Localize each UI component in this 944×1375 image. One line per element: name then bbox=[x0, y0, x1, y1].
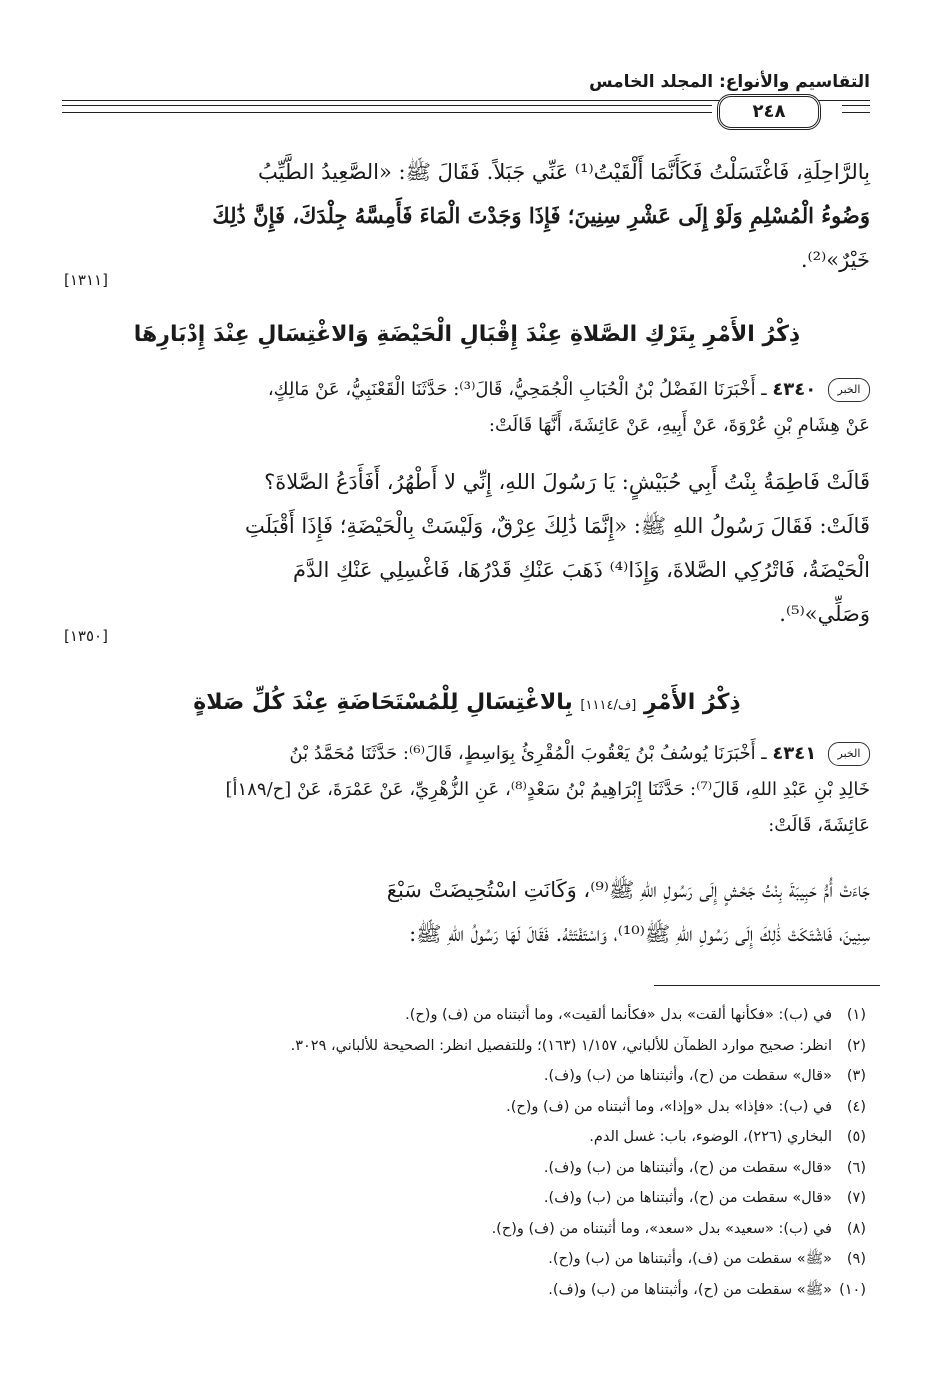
page-header bbox=[62, 64, 870, 134]
header-double-rule-right bbox=[842, 105, 870, 113]
heading-part: بِالاغْتِسَالِ لِلْمُسْتَحَاضَةِ عِنْدَ كُلِّ صَلاةٍ bbox=[193, 690, 573, 715]
manuscript-tag: [ف/١١١٤] bbox=[580, 698, 637, 713]
footnote-number: (٩) bbox=[846, 1251, 866, 1267]
footnote-text: في (ب): «فكأنها ألقت» بدل «فكأنما ألقيت»، وما أثبتناه من (ف) و(ح). bbox=[405, 1007, 832, 1023]
footnote bbox=[74, 1244, 866, 1275]
text-line: الْحَيْضَةُ، فَاتْرُكِي الصَّلاةَ، وَإِذَا⁽⁴⁾ ذَهَبَ عَنْكِ قَدْرُهَا، فَاغْسِلِي عَنْكِ الدَّمَ bbox=[293, 558, 870, 582]
footnotes bbox=[74, 1000, 866, 1305]
footnote-text: البخاري (٢٢٦)، الوضوء، باب: غسل الدم. bbox=[589, 1129, 832, 1145]
text-line: وَضُوءُ الْمُسْلِمِ وَلَوْ إِلَى عَشْرِ سِنِينَ؛ فَإِذَا وَجَدْتَ الْمَاءَ فَأَمِسَّهُ جِلْدَكَ، فَإِنَّ ذَٰلِكَ bbox=[212, 203, 870, 228]
footnote-number: (٤) bbox=[846, 1098, 866, 1115]
hadith-number: ٤٣٤٠ bbox=[772, 379, 817, 400]
footnote bbox=[74, 1092, 866, 1123]
chain-text: عَائِشَةَ، قَالَتْ: bbox=[768, 815, 870, 836]
footnote-number: (٦) bbox=[846, 1159, 866, 1176]
text-line: وَصَلِّي»⁽⁵⁾. bbox=[779, 602, 870, 626]
footnote bbox=[74, 1122, 866, 1153]
footnote bbox=[74, 1000, 866, 1031]
text-line: جَاءَتْ أُمُّ حَبِيبَةَ بِنْتُ جَحْشٍ إِلَى رَسُولِ اللهِ ﷺ⁽⁹⁾، وَكَانَتِ اسْتُحِيضَتْ سَبْعَ bbox=[386, 878, 870, 902]
reference-number: [١٣١١] bbox=[64, 271, 108, 289]
header-double-rule-left bbox=[62, 105, 712, 113]
running-head: التقاسيم والأنواع: المجلد الخامس bbox=[589, 72, 870, 92]
footnote bbox=[74, 1183, 866, 1214]
footnote bbox=[74, 1275, 866, 1306]
text-line: خَيْرٌ»⁽²⁾. bbox=[800, 248, 870, 272]
khabar-icon: الخبر bbox=[828, 742, 870, 766]
chain-text: خَالِدِ بْنِ عَبْدِ اللهِ، قَالَ⁽⁷⁾: حَدَّثَنَا إِبْرَاهِيمُ بْنُ سَعْدٍ⁽⁸⁾، عَنِ الزُّهْرِيِّ، عَنْ عَمْرَةَ، عَنْ [ح/١٨٩أ] bbox=[225, 779, 870, 800]
chain-text: ـ أَخْبَرَنَا الفَضْلُ بْنُ الْحُبَابِ الْجُمَحِيُّ، قَالَ⁽³⁾: حَدَّثَنَا الْقَعْنَبِيُّ، عَنْ مَالِكٍ، bbox=[267, 379, 767, 400]
chapter-heading bbox=[64, 690, 870, 715]
footnote-text: «ﷺ» سقطت من (ح)، وأثبتناها من (ب) و(ف). bbox=[548, 1281, 832, 1298]
reference-number: [١٣٥٠] bbox=[64, 627, 108, 645]
page-number: ٢٤٨ bbox=[717, 94, 821, 130]
footnote-number: (١٠) bbox=[839, 1281, 866, 1298]
footnote-number: (٨) bbox=[846, 1220, 866, 1237]
footnote-text: انظر: صحيح موارد الظمآن للألباني، ١/١٥٧ (١٦٣)؛ وللتفصيل انظر: الصحيحة للألباني، ٣٠٢٩. bbox=[290, 1037, 832, 1054]
footnote bbox=[74, 1153, 866, 1184]
text-line: قَالَتْ: فَقَالَ رَسُولُ اللهِ ﷺ: «إِنَّمَا ذَٰلِكَ عِرْقٌ، وَلَيْسَتْ بِالْحَيْضَةِ؛ فَإِذَا أَقْبَلَتِ bbox=[244, 514, 870, 538]
chapter-heading: ذِكْرُ الأَمْرِ بِتَرْكِ الصَّلاةِ عِنْدَ إِقْبَالِ الْحَيْضَةِ وَالاغْتِسَالِ عِنْدَ إِدْبَارِهَا bbox=[133, 322, 801, 347]
hadith-text bbox=[64, 868, 870, 956]
hadith-chain bbox=[64, 372, 870, 444]
footnote-separator bbox=[654, 985, 880, 986]
text-line: سِنِينَ، فَاشْتَكَتْ ذَٰلِكَ إِلَى رَسُولِ اللهِ ﷺ⁽¹⁰⁾، وَاسْتَفْتَتْهُ. فَقَالَ لَهَا رَسُولُ اللهِ ﷺ: bbox=[409, 922, 870, 946]
footnote bbox=[74, 1061, 866, 1092]
hadith-text bbox=[64, 460, 870, 645]
hadith-number: ٤٣٤١ bbox=[772, 743, 817, 764]
hadith-chain bbox=[64, 736, 870, 844]
footnote bbox=[74, 1214, 866, 1245]
footnote-number: (٧) bbox=[846, 1190, 866, 1206]
footnote-text: في (ب): «سعيد» بدل «سعد»، وما أثبتناه من (ف) و(ح). bbox=[491, 1220, 832, 1237]
footnote-text: «ﷺ» سقطت من (ف)، وأثبتناها من (ب) و(ح). bbox=[548, 1251, 832, 1267]
heading-part: ذِكْرُ الأَمْرِ bbox=[644, 690, 741, 715]
footnote-text: في (ب): «فإذا» بدل «وإذا»، وما أثبتناه من (ف) و(ح). bbox=[506, 1098, 832, 1115]
text-line: بِالرَّاحِلَةِ، فَاغْتَسَلْتُ فَكَأَنَّمَا أَلْقَيْتُ⁽¹⁾ عَنِّي جَبَلاً. فَقَالَ ﷺ: «الصَّعِيدُ الطَّيِّبُ bbox=[257, 160, 870, 184]
footnote-text: «قال» سقطت من (ح)، وأثبتناها من (ب) و(ف). bbox=[543, 1190, 832, 1206]
footnote-text: «قال» سقطت من (ح)، وأثبتناها من (ب) و(ف). bbox=[543, 1068, 832, 1084]
footnote-number: (٣) bbox=[846, 1068, 866, 1084]
footnote-number: (٥) bbox=[846, 1129, 866, 1145]
khabar-icon: الخبر bbox=[828, 378, 870, 402]
footnote-text: «قال» سقطت من (ح)، وأثبتناها من (ب) و(ف). bbox=[543, 1159, 832, 1176]
chain-text: عَنْ هِشَامِ بْنِ عُرْوَةَ، عَنْ أَبِيهِ، عَنْ عَائِشَةَ، أَنَّهَا قَالَتْ: bbox=[488, 415, 870, 436]
footnote-number: (١) bbox=[846, 1007, 866, 1023]
footnote bbox=[74, 1031, 866, 1062]
chain-text: ـ أَخْبَرَنَا يُوسُفُ بْنُ يَعْقُوبَ الْمُقْرِئُ بِوَاسِطٍ، قَالَ⁽⁶⁾: حَدَّثَنَا مُحَمَّدُ بْنُ bbox=[289, 743, 767, 764]
continuation-paragraph bbox=[64, 150, 870, 289]
footnote-number: (٢) bbox=[846, 1037, 866, 1054]
text-line: قَالَتْ فَاطِمَةُ بِنْتُ أَبِي حُبَيْشٍ: يَا رَسُولَ اللهِ، إِنِّي لا أَطْهُرُ، أَفَأَدَعُ الصَّلاةَ؟ bbox=[264, 470, 870, 494]
